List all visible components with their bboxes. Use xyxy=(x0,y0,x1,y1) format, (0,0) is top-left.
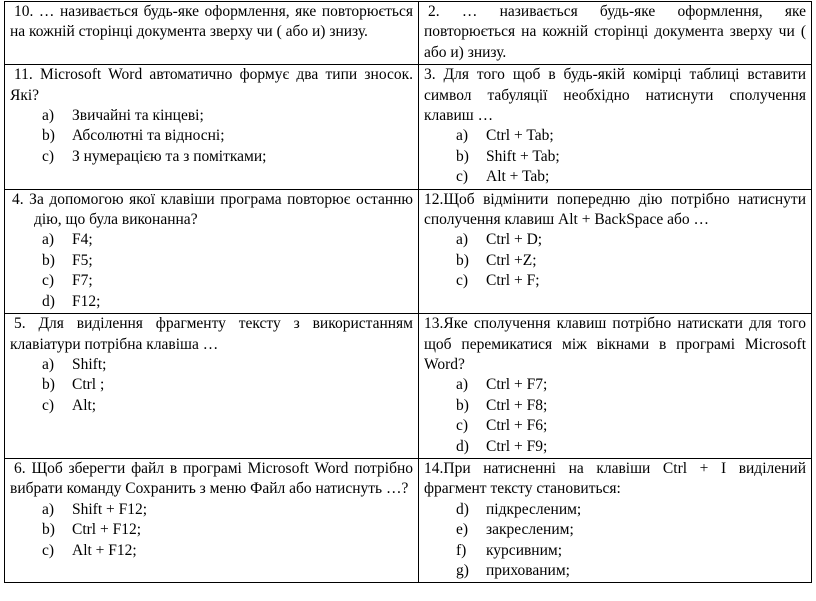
question-cell xyxy=(5,2,419,65)
question-cell xyxy=(419,65,812,189)
option-text: Ctrl + F6; xyxy=(486,417,548,435)
answer-option xyxy=(42,292,413,312)
option-text: F4; xyxy=(72,231,93,249)
question-cell xyxy=(419,458,812,582)
table-row xyxy=(5,189,812,313)
question-cell xyxy=(419,2,812,65)
option-text: Ctrl + Tab; xyxy=(486,127,554,145)
answer-option xyxy=(456,561,806,581)
option-letter: c) xyxy=(456,272,469,290)
option-letter: b) xyxy=(42,251,55,269)
option-letter: a) xyxy=(456,376,469,394)
question-text: 12.Щоб відмінити попередню дію потрібно натиснути сполучення клавиш Alt + BackSpace або … xyxy=(424,190,806,229)
question-text: 13.Яке сполучення клавиш потрібно натискати для того щоб перемикатися між вікнами в програмі Microsoft Word? xyxy=(424,315,806,373)
option-letter: d) xyxy=(456,437,469,455)
answer-option xyxy=(456,437,806,457)
table-row xyxy=(5,2,812,65)
option-letter: d) xyxy=(42,292,55,310)
answer-option xyxy=(456,126,806,146)
option-text: Ctrl + F; xyxy=(486,272,540,290)
option-text: Ctrl +Z; xyxy=(486,251,537,269)
option-text: Ctrl ; xyxy=(72,376,105,394)
answer-option xyxy=(456,541,806,561)
option-letter: b) xyxy=(456,147,469,165)
question-cell xyxy=(419,189,812,313)
question-text: 4. За допомогою якої клавіши програма повторює останню дію, що була виконанна? xyxy=(12,190,413,229)
question-text: 3. Для того щоб в будь-якій комірці таблиці вставити символ табуляції необхідно натиснути сполучення клавиш … xyxy=(424,66,806,125)
answer-option xyxy=(42,355,413,375)
question-cell xyxy=(5,314,419,459)
option-letter: d) xyxy=(456,500,469,518)
answer-list xyxy=(424,375,806,457)
option-text: F12; xyxy=(72,292,101,310)
option-text: підкресленим; xyxy=(486,500,582,518)
answer-option xyxy=(456,520,806,540)
answer-option xyxy=(456,251,806,271)
option-text: закресленим; xyxy=(486,521,574,539)
answer-option xyxy=(42,106,413,126)
option-text: Shift; xyxy=(72,355,107,373)
option-text: Ctrl + F12; xyxy=(72,521,142,539)
option-text: прихованим; xyxy=(486,561,570,579)
option-letter: c) xyxy=(456,168,469,186)
option-letter: b) xyxy=(42,376,55,394)
option-letter: e) xyxy=(456,521,469,539)
option-letter: c) xyxy=(42,272,55,290)
answer-option xyxy=(42,520,413,540)
answer-list xyxy=(10,500,413,561)
option-text: курсивним; xyxy=(486,541,563,559)
option-letter: a) xyxy=(42,355,55,373)
answer-option xyxy=(42,396,413,416)
option-letter: f) xyxy=(456,541,467,559)
quiz-table xyxy=(4,1,812,583)
option-letter: a) xyxy=(42,500,55,518)
option-text: F7; xyxy=(72,272,93,290)
option-letter: b) xyxy=(456,251,469,269)
question-text: 10. … називається будь-яке оформлення, яке повторюється на кожній сторінці документа зверху чи ( або и) знизу. xyxy=(10,3,413,41)
question-cell xyxy=(5,458,419,582)
question-text: 11. Microsoft Word автоматично формує два типи зносок. Які? xyxy=(10,66,413,104)
answer-list xyxy=(424,500,806,582)
answer-option xyxy=(42,500,413,520)
question-cell xyxy=(5,65,419,189)
answer-option xyxy=(456,416,806,436)
option-text: Ctrl + F9; xyxy=(486,437,548,455)
answer-option xyxy=(42,230,413,250)
question-cell xyxy=(419,314,812,459)
answer-option xyxy=(42,541,413,561)
question-text: 6. Щоб зберегти файл в програмі Microsoft Word потрібно вибрати команду Сохранить з меню Файл або натиснуть …? xyxy=(10,459,413,498)
answer-option xyxy=(42,271,413,291)
option-letter: b) xyxy=(42,127,55,145)
answer-option xyxy=(42,251,413,271)
answer-list xyxy=(10,355,413,416)
answer-list xyxy=(424,230,806,291)
answer-option xyxy=(456,396,806,416)
option-letter: c) xyxy=(42,541,55,559)
answer-option xyxy=(456,500,806,520)
answer-list xyxy=(10,230,413,312)
option-text: Звичайні та кінцеві; xyxy=(72,107,204,125)
table-row xyxy=(5,458,812,582)
option-letter: c) xyxy=(42,147,55,165)
answer-option xyxy=(42,126,413,146)
quiz-sheet xyxy=(4,1,812,583)
answer-list xyxy=(10,106,413,167)
option-text: Alt; xyxy=(72,396,97,414)
option-letter: a) xyxy=(456,127,469,145)
option-letter: c) xyxy=(42,396,55,414)
option-text: Ctrl + F7; xyxy=(486,376,548,394)
option-letter: a) xyxy=(42,107,55,125)
answer-option xyxy=(456,271,806,291)
option-text: Ctrl + D; xyxy=(486,231,543,249)
answer-option xyxy=(456,375,806,395)
table-row xyxy=(5,65,812,189)
answer-option xyxy=(456,167,806,187)
table-row xyxy=(5,314,812,459)
answer-list xyxy=(424,126,806,187)
option-text: F5; xyxy=(72,251,93,269)
question-cell xyxy=(5,189,419,313)
answer-option xyxy=(456,147,806,167)
answer-option xyxy=(42,375,413,395)
option-letter: a) xyxy=(456,231,469,249)
option-letter: c) xyxy=(456,417,469,435)
option-text: Alt + F12; xyxy=(72,541,137,559)
question-text: 5. Для виділення фрагменту тексту з використанням клавіатури потрібна клавіша … xyxy=(10,315,413,353)
option-text: Shift + Tab; xyxy=(486,147,560,165)
option-letter: b) xyxy=(42,521,55,539)
option-text: Абсолютні та відносні; xyxy=(72,127,225,145)
option-text: Ctrl + F8; xyxy=(486,396,548,414)
option-text: З нумерацією та з помітками; xyxy=(72,147,267,165)
answer-option xyxy=(42,147,413,167)
option-letter: g) xyxy=(456,561,469,579)
question-text: 14.При натисненні на клавіши Ctrl + I виділений фрагмент тексту становиться: xyxy=(424,459,806,498)
question-text: 2. … називається будь-яке оформлення, яке повторюється на кожній сторінці документа зверху чи ( або и) знизу. xyxy=(424,3,806,61)
option-letter: b) xyxy=(456,396,469,414)
option-text: Shift + F12; xyxy=(72,500,148,518)
option-letter: a) xyxy=(42,231,55,249)
option-text: Alt + Tab; xyxy=(486,168,550,186)
answer-option xyxy=(456,230,806,250)
